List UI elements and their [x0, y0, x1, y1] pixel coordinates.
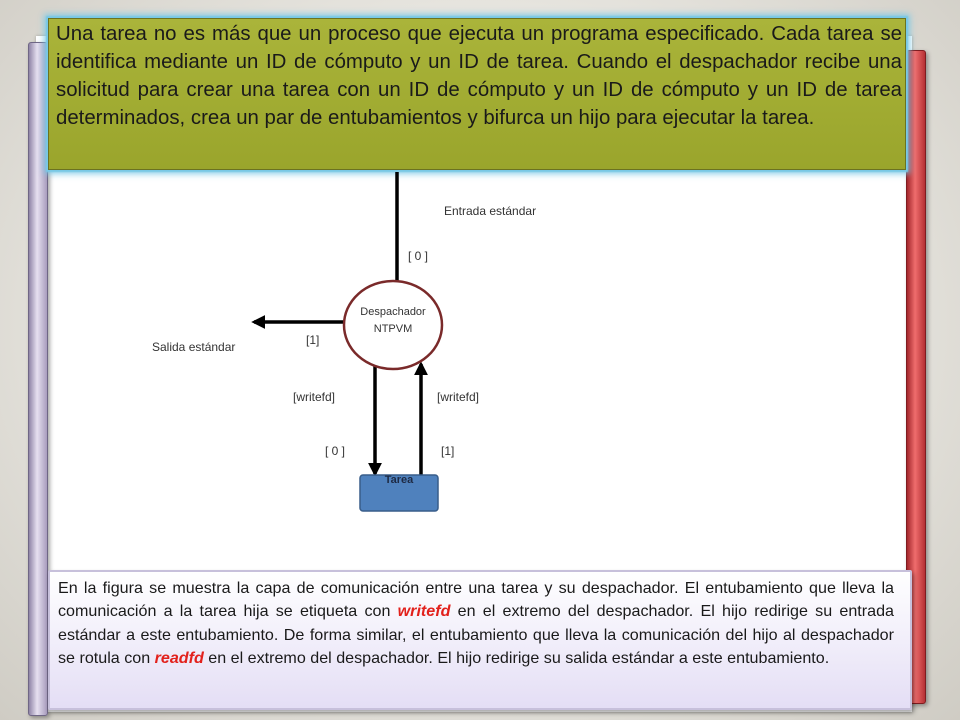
bottom-paragraph	[58, 577, 894, 671]
writefd-emphasis: writefd	[397, 602, 451, 621]
dispatcher-subtitle: NTPVM	[373, 323, 413, 335]
task-label: Tarea	[384, 474, 414, 486]
right-fd-label: [1]	[441, 444, 455, 458]
right-pipe-label: [writefd]	[437, 390, 480, 404]
bottom-text-part3: en el extremo del despachador. El hijo redirige su salida estándar a este entubamiento.	[203, 649, 830, 668]
readfd-emphasis: readfd	[154, 649, 204, 668]
left-pipe-label: [writefd]	[293, 390, 336, 404]
dispatcher-name: Despachador	[360, 306, 426, 318]
input-fd-label: [ 0 ]	[408, 249, 429, 263]
output-fd-label: [1]	[306, 333, 320, 347]
output-label: Salida estándar	[152, 340, 236, 354]
top-paragraph: Una tarea no es más que un proceso que ejecuta un programa especificado. Cada tarea se identifica mediante un ID de cómputo y un ID de tarea. Cuando el despachador recibe una solicitud para crear una tarea con un ID de cómputo y un ID de cómputo y un ID de tarea determinados, crea un par de entubamientos y bifurca un hijo para ejecutar la tarea.	[56, 23, 902, 129]
input-label: Entrada estándar	[444, 204, 537, 218]
bottom-text-part2: en el extremo del despachador. El hijo redirige su entrada estándar a este entubamiento. De forma similar, el entubamiento que lleva la comunicación del hijo al despachador se rotula con	[58, 602, 894, 668]
left-fd-label: [ 0 ]	[325, 444, 346, 458]
bottom-text-part1: En la figura se muestra la capa de comunicación entre una tarea y su despachador. El entubamiento que lleva la comunicación a la tarea hija se etiqueta con	[58, 579, 894, 621]
